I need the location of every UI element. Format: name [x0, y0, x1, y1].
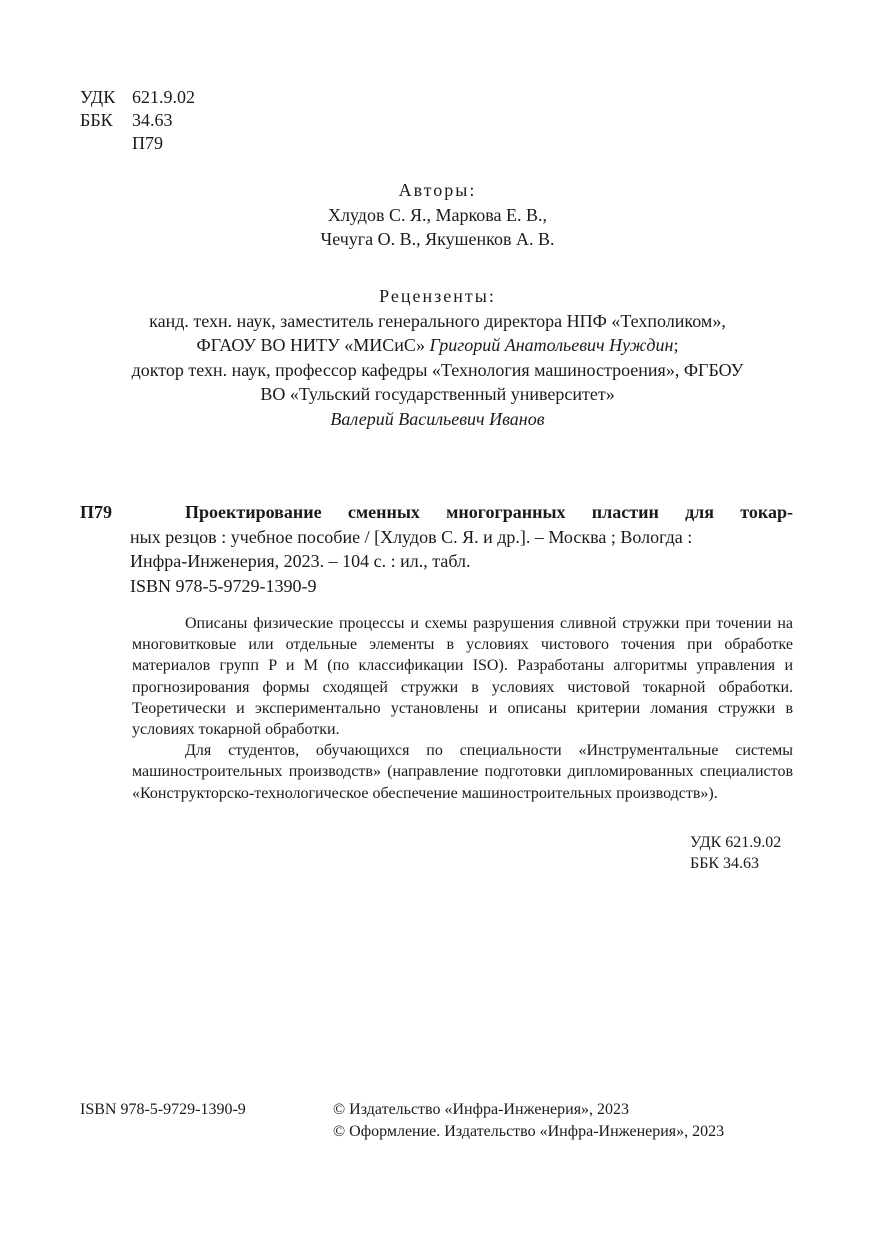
bbk-value: 34.63: [132, 110, 173, 130]
reviewer-1-line-1: канд. техн. наук, заместитель генерального директора НПФ «Техполиком»,: [149, 310, 726, 331]
copyright-publisher: © Издательство «Инфра-Инженерия», 2023: [333, 1101, 630, 1118]
entry-publisher-line: Инфра-Инженерия, 2023. – 104 с. : ил., табл.: [130, 551, 471, 571]
udk-bottom: УДК 621.9.02: [690, 834, 782, 851]
entry-isbn: ISBN 978-5-9729-1390-9: [130, 575, 317, 596]
udk-value: 621.9.02: [132, 87, 195, 107]
reviewer-1-line-2: [0, 333, 875, 358]
classification-codes-bottom: [690, 832, 781, 874]
reviewer-1-name: Григорий Анатольевич Нуждин: [429, 335, 674, 355]
reviewer-1-org: ФГАОУ ВО НИТУ «МИСиС»: [196, 335, 425, 355]
reviewers-block: [0, 284, 875, 431]
authors-heading: Авторы:: [398, 180, 477, 200]
footer-isbn: ISBN 978-5-9729-1390-9: [80, 1101, 246, 1118]
udk-label: УДК: [80, 87, 116, 107]
entry-title-line-1: Проектирование сменных многогранных пластин для токар-: [185, 502, 793, 522]
reviewers-heading: Рецензенты:: [379, 286, 496, 306]
bbk-bottom: ББК 34.63: [690, 855, 760, 872]
bbk-label: ББК: [80, 110, 113, 130]
reviewer-1-end: ;: [673, 335, 679, 355]
bbk-row: [80, 109, 195, 132]
abstract: [132, 613, 793, 804]
udk-row: [80, 86, 195, 109]
copyright-design: © Оформление. Издательство «Инфра-Инженерия», 2023: [333, 1123, 725, 1140]
authors-line-1: Хлудов С. Я., Маркова Е. В.,: [327, 204, 548, 225]
reviewer-2-name: Валерий Васильевич Иванов: [330, 408, 545, 429]
reviewer-2-line-2: ВО «Тульский государственный университет»: [260, 384, 615, 404]
classification-codes: [80, 86, 195, 155]
reviewer-2-line-1: доктор техн. наук, профессор кафедры «Технология машиностроения», ФГБОУ: [131, 359, 744, 380]
author-mark: П79: [132, 133, 163, 153]
authors-line-2: Чечуга О. В., Якушенков А. В.: [320, 229, 555, 249]
entry-title-line-2: [130, 525, 793, 550]
abstract-paragraph-1: Описаны физические процессы и схемы разрушения сливной стружки при точении на многовитковые или отдельные элементы в условиях чистового точения при обработке материалов групп P и M (по классификации ISO). Разработаны алгоритмы управления и прогнозирования формы сходящей стружки в условиях чистовой токарной обработки. Теоретически и экспериментально установлены и описаны критерии ломания стружки в условиях токарной обработки.: [132, 615, 793, 739]
entry-title-rest: : учебное пособие / [Хлудов С. Я. и др.]. – Москва ; Вологда :: [216, 526, 693, 547]
abstract-paragraph-2: Для студентов, обучающихся по специальности «Инструментальные системы машиностроительных производств» (направление подготовки дипломированных специалистов «Конструкторско-технологическое обеспечение машиностроительных производств»).: [132, 742, 793, 802]
author-mark-row: [80, 132, 195, 155]
entry-code: П79: [80, 502, 113, 522]
footer-copyright: [333, 1099, 724, 1143]
entry-title-end: ных резцов: [130, 526, 217, 547]
bibliographic-entry: [80, 500, 793, 598]
authors-block: [0, 178, 875, 252]
